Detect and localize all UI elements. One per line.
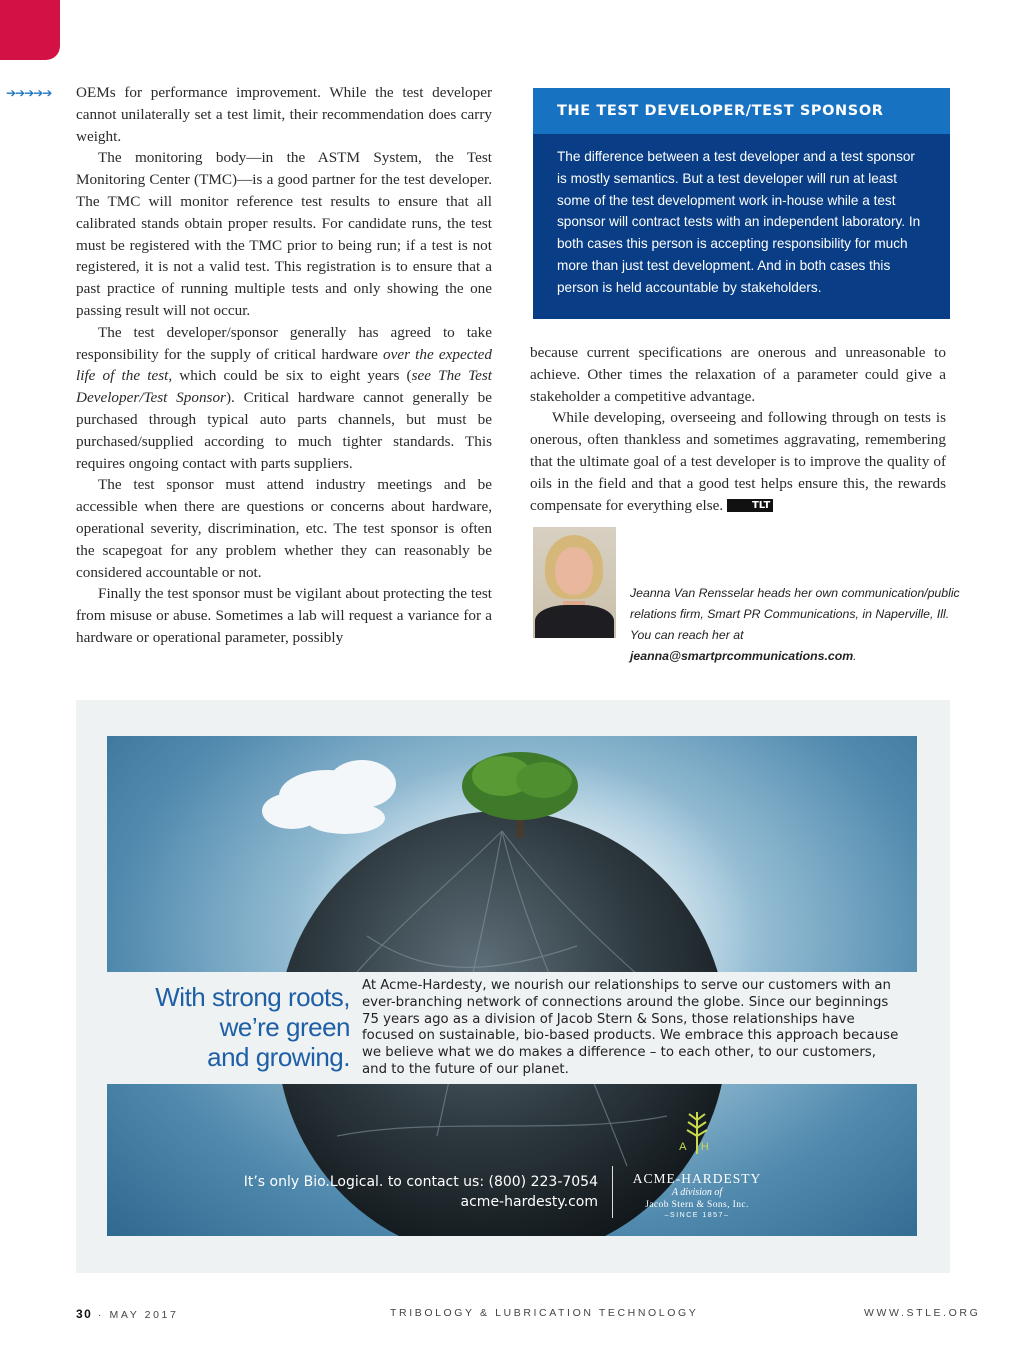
article-paragraph: Finally the test sponsor must be vigilant about protecting the test from misuse or abuse. Sometimes a lab will request a variance for a hardware or operational parameter, possibly [76,585,492,646]
logo-division: A division of [671,1187,723,1198]
ad-body-text: At Acme-Hardesty, we nourish our relationships to serve our customers with an ever-branching network of connections around the globe. Since our beginnings 75 years ago as a division of Jacob Stern & Sons, those relationships have focused on sustainable, bio-based products. We embrace this approach because we believe what we do makes a difference – to each other, to our customers, and to the future of our planet. [362,978,899,1077]
author-photo [533,527,616,638]
ad-headline-line: With strong roots, [155,982,350,1012]
article-paragraph: The test sponsor must attend industry meetings and be accessible when there are questions or concerns about hardware, operational severity, discrimination, etc. The test sponsor is often the scapegoat for any problem whether they can reasonably be considered accountable or not. [76,476,492,581]
author-bio [630,583,960,667]
article-column-right [530,342,946,516]
article-paragraph: because current specifications are onerous and unreasonable to achieve. Other times the relaxation of a parameter could give a stakeholder a competitive advantage. [530,344,946,405]
acme-hardesty-logo [622,1108,772,1221]
ad-headline [120,982,350,1072]
ad-headline-line: we’re green [219,1012,350,1042]
text-run-italic: over the expected life of the test [76,345,493,385]
section-tab-mark [0,0,60,60]
text-run: The test developer/sponsor generally has agreed to take responsibility for the supply of critical hardware [76,323,492,363]
ad-contact [230,1172,598,1212]
article-paragraph [76,322,492,475]
article-paragraph: OEMs for performance improvement. While the test developer cannot unilaterally set a test limit, their recommendation does carry weight. [76,84,492,145]
author-email-link[interactable]: jeanna@smartprcommunications.com [630,649,854,663]
sidebar-body: The difference between a test developer and a test sponsor is mostly semantics. But a test developer will run at least some of the test development work in-house while a test sponsor will contract tests with an independent laboratory. In both cases this person is accepting responsibility for much more than just test development. And in both cases this person is held accountable by stakeholders. [557,149,921,295]
text-run: While developing, overseeing and following through on tests is onerous, often thankless and sometimes aggravating, remembering that the ultimate goal of a test developer is to improve the quality of oils in the field and that a good test helps ensure this, the rewards compensate for everything else. [530,409,946,514]
logo-name: ACME-HARDESTY [632,1171,762,1186]
sidebar-reference: see The Test Developer/Test Sponsor [76,367,492,407]
logo-since: –SINCE 1857– [664,1212,730,1219]
sidebar-title: THE TEST DEVELOPER/TEST SPONSOR [533,88,950,134]
ad-phone: It’s only Bio.Logical. to contact us: (800) 223-7054 [243,1174,598,1190]
publication-name: TRIBOLOGY & LUBRICATION TECHNOLOGY [390,1307,699,1319]
text-run: , which could be six to eight years ( [168,367,412,385]
footer-page-date [76,1307,178,1321]
ad-divider [612,1166,613,1218]
bio-text-end: . [853,649,857,663]
footer-website-link[interactable]: WWW.STLE.ORG [864,1307,981,1319]
article-paragraph [530,407,946,516]
ad-headline-line: and growing. [207,1042,350,1072]
sidebar-box [533,88,950,319]
ad-website-link[interactable]: acme-hardesty.com [460,1194,598,1210]
cloud-icon [262,760,396,834]
bio-text: Jeanna Van Rensselar heads her own communication/public relations firm, Smart PR Communications, in Naperville, Ill. You can reach her at [630,586,960,642]
article-paragraph: The monitoring body—in the ASTM System, the Test Monitoring Center (TMC)—is a good partner for the test developer. The TMC will monitor reference test results to ensure that all calibrated stands obtain proper results. For candidate runs, the test must be registered with the TMC prior to being run; if a test is not registered, it is not a valid test. This registration is to ensure that a past practice of running multiple tests and only showing the one passing result will not occur. [76,149,492,319]
continued-arrows-icon: ➔➔➔➔➔ [6,86,52,100]
issue-date: MAY 2017 [109,1309,179,1321]
logo-letters: A H [679,1141,715,1153]
page-number: 30 [76,1307,93,1321]
article-column-left [76,82,492,649]
logo-division-name: Jacob Stern & Sons, Inc. [645,1200,749,1210]
tlt-end-mark-icon: TLT [727,499,773,512]
text-run: ). Critical hardware cannot generally be purchased through typical auto parts channels, but must be purchased/supplied according to much tighter standards. This requires ongoing contact with parts suppliers. [76,389,492,472]
footer-bullet: · [97,1309,104,1321]
